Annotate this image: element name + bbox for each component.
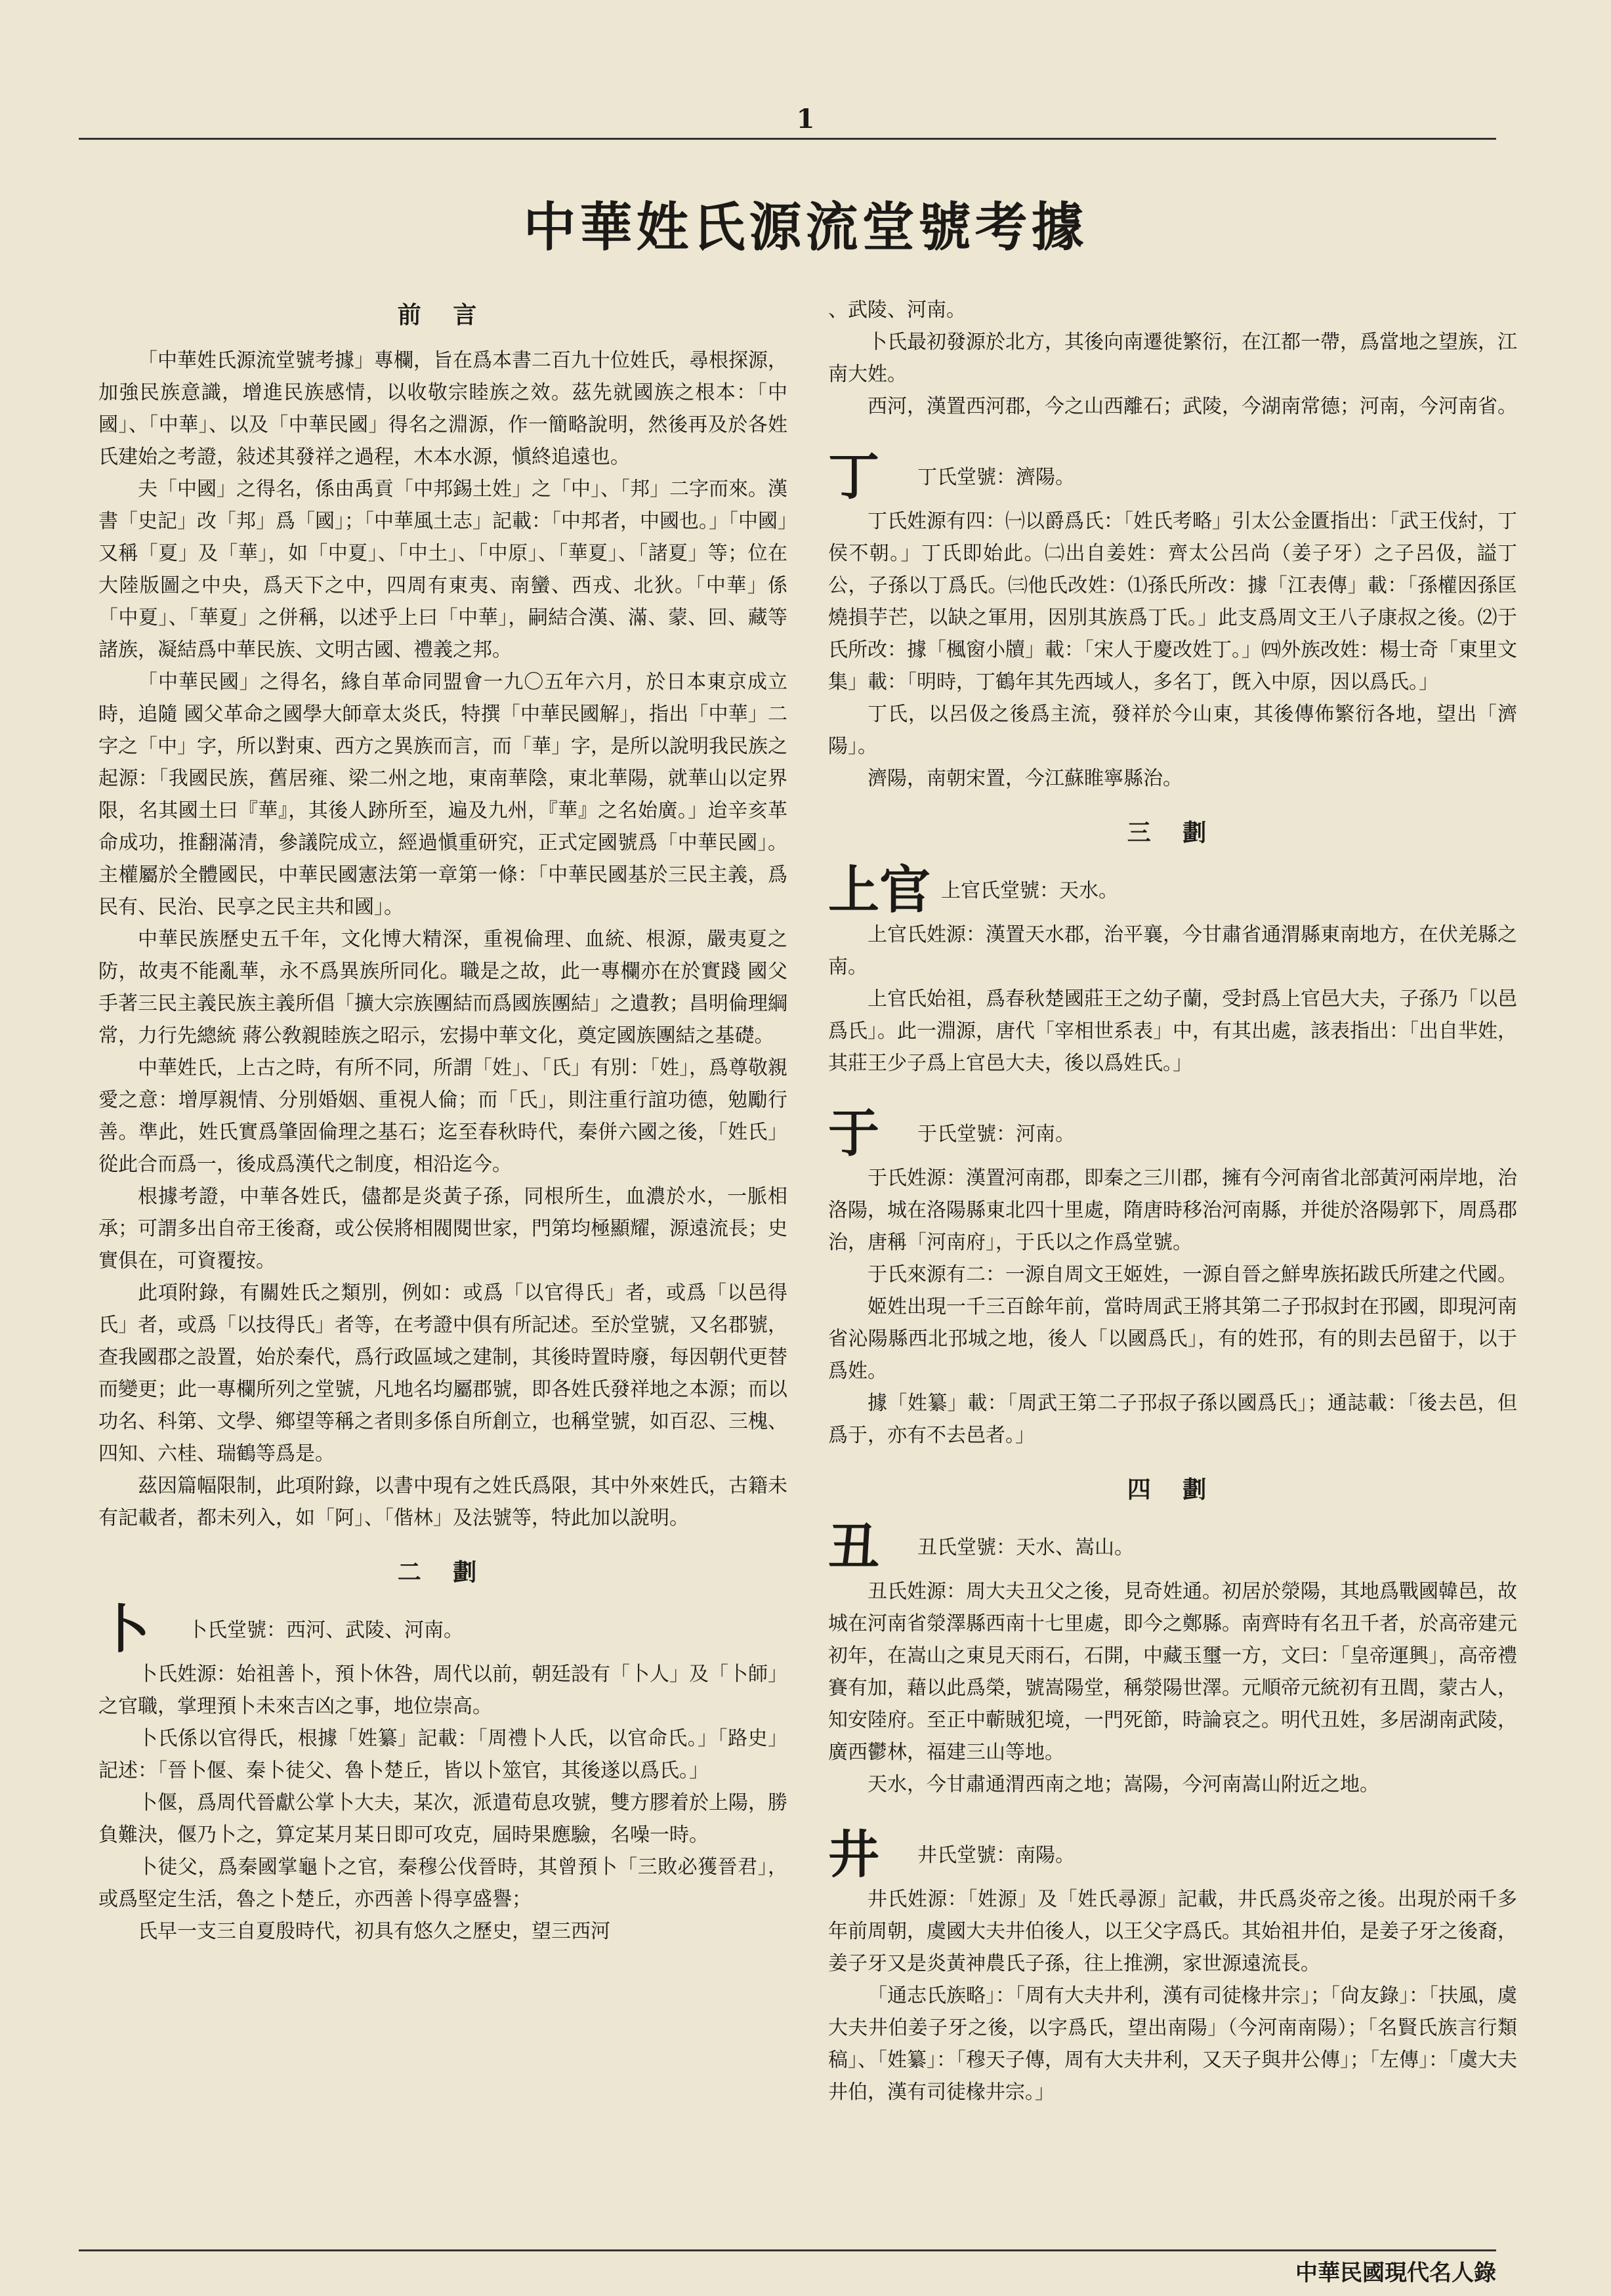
footer-book-title: 中華民國現代名人錄: [1295, 2260, 1496, 2286]
surname-heading: 卜: [98, 1600, 150, 1659]
surname-entry-ding: [828, 449, 1517, 795]
preface-paragraph: 夫「中國」之得名，係由禹貢「中邦錫土姓」之「中」、「邦」二字而來。漢書「史記」改「邦」爲「國」；「中華風土志」記載：「中邦者，中國也。」「中國」又稱「夏」及「華」，如「中夏」、「中土」、「中原」、「華夏」、「諸夏」等；位在大陸版圖之中央，爲天下之中，四周有東夷、南蠻、西戎、北狄。「中華」係「中夏」、「華夏」之併稱，以述乎上曰「中華」，嗣結合漢、滿、蒙、回、藏等諸族，凝結爲中華民族、文明古國、禮義之邦。: [98, 478, 787, 661]
surname-entry-bu: [98, 1602, 787, 1948]
preface-paragraph: 「中華姓氏源流堂號考據」專欄，旨在爲本書二百九十位姓氏，尋根探源，加強民族意識，增進民族感情，以收敬宗睦族之效。茲先就國族之根本：「中國」、「中華」、以及「中華民國」得名之淵源，作一簡略說明，然後再及於各姓氏建始之考證，敍述其發祥之過程，木本水源，愼終追遠也。: [98, 349, 787, 469]
tang-hao: 井氏堂號：南陽。: [917, 1843, 1075, 1867]
surname-heading: 丑: [828, 1517, 880, 1577]
entry-paragraph: 氏早一支三自夏殷時代，初具有悠久之歷史，望三西河: [138, 1920, 610, 1943]
surname-entry-yu: [828, 1106, 1517, 1451]
entry-paragraph: 、武陵、河南。: [828, 299, 966, 322]
entry-paragraph: 「通志氏族略」：「周有大夫井利，漢有司徒椽井宗」；「尙友錄」：「扶風，虞大夫井伯姜子牙之後，以字爲氏，望出南陽」（今河南南陽）；「名賢氏族言行類稿」、「姓纂」：「穆天子傳，周有大夫井利，又天子與井公傳」；「左傳」：「虞大夫井伯，漢有司徒椽井宗。」: [828, 1984, 1517, 2104]
left-column: [98, 299, 787, 1948]
preface-paragraph: 「中華民國」之得名，緣自革命同盟會一九〇五年六月，於日本東京成立時，追隨 國父革命之國學大師章太炎氏，特撰「中華民國解」，指出「中華」二字之「中」字，所以對東、西方之異族而言，而「華」字，是所以說明我民族之起源：「我國民族，舊居雍、梁二州之地，東南華陰，東北華陽，就華山以定界限，名其國土曰『華』，其後人跡所至，遍及九州，『華』之名始廣。」迨辛亥革命成功，推翻滿清，參議院成立，經過愼重研究，正式定國號爲「中華民國」。主權屬於全體國民，中華民國憲法第一章第一條：「中華民國基於三民主義，爲民有、民治、民享之民主共和國」。: [98, 671, 787, 919]
entry-paragraph: 據「姓纂」載：「周武王第二子邘叔子孫以國爲氏」；通誌載：「後去邑，但爲于，亦有不去邑者。」: [828, 1392, 1517, 1447]
surname-heading: 于: [828, 1104, 880, 1163]
surname-entry-jing: [828, 1827, 1517, 2108]
surname-origin: 井氏姓源：「姓源」及「姓氏尋源」記載，井氏爲炎帝之後。出現於兩千多年前周朝，虞國大夫井伯後人，以王父字爲氏。其始祖井伯，是姜子牙之後裔，姜子牙又是炎黃神農氏子孫，往上推溯，家世源遠流長。: [828, 1888, 1517, 1975]
entry-paragraph: 卜徒父，爲秦國掌龜卜之官，秦穆公伐晉時，其曾預卜「三敗必獲晉君」，或爲堅定生活，魯之卜楚丘，亦西善卜得享盛譽；: [98, 1856, 787, 1911]
surname-heading: 丁: [828, 447, 880, 507]
entry-paragraph: 姬姓出現一千三百餘年前，當時周武王將其第二子邘叔封在邘國，即現河南省沁陽縣西北邘城之地，後人「以國爲氏」，有的姓邘，有的則去邑留于，以于爲姓。: [828, 1295, 1517, 1383]
entry-paragraph: 于氏來源有二：一源自周文王姬姓，一源自晉之鮮卑族拓跋氏所建之代國。: [868, 1263, 1517, 1286]
header-rule: [79, 138, 1496, 140]
section-heading-four-strokes: 四 劃: [1127, 1476, 1219, 1503]
tang-hao: 卜氏堂號：西河、武陵、河南。: [188, 1618, 463, 1642]
footer-rule: [79, 2249, 1496, 2251]
preface-heading: 前 言: [397, 301, 489, 329]
entry-paragraph: 卜氏最初發源於北方，其後向南遷徙繁衍，在江都一帶，爲當地之望族，江南大姓。: [828, 331, 1517, 386]
surname-entry-chou: [828, 1519, 1517, 1801]
surname-origin: 卜氏姓源：始祖善卜，預卜休咎，周代以前，朝廷設有「卜人」及「卜師」之官職，掌理預卜未來吉凶之事，地位崇高。: [98, 1663, 787, 1718]
page-number: 1: [796, 104, 815, 135]
entry-paragraph: 卜偃，爲周代晉獻公掌卜大夫，某次，派遣荀息攻號，雙方膠着於上陽，勝負難決，偃乃卜之，算定某月某日即可攻克，屆時果應驗，名噪一時。: [98, 1791, 787, 1847]
right-column: [828, 294, 1517, 2108]
preface-paragraph: 中華姓氏，上古之時，有所不同，所謂「姓」、「氏」有別：「姓」，爲尊敬親愛之意：增厚親情、分別婚姻、重視人倫；而「氏」，則注重行誼功德，勉勵行善。準此，姓氏實爲肇固倫理之基石；迄至春秋時代，秦併六國之後，「姓氏」從此合而爲一，後成爲漢代之制度，相沿迄今。: [98, 1056, 787, 1176]
tang-hao: 丁氏堂號：濟陽。: [917, 465, 1075, 489]
preface-paragraph: 根據考證，中華各姓氏，儘都是炎黃子孫，同根所生，血濃於水，一脈相承；可謂多出自帝王後裔，或公侯將相閥閱世家，門第均極顯耀，源遠流長；史實俱在，可資覆按。: [98, 1185, 787, 1272]
surname-entry-shangguan: [828, 862, 1517, 1079]
entry-paragraph: 卜氏係以官得氏，根據「姓纂」記載：「周禮卜人氏，以官命氏。」「路史」記述：「晉卜偃、秦卜徒父、魯卜楚丘，皆以卜筮官，其後遂以爲氏。」: [98, 1727, 787, 1782]
entry-paragraph: 天水，今甘肅通渭西南之地；嵩陽，今河南嵩山附近之地。: [868, 1773, 1379, 1796]
surname-origin: 上官氏姓源：漢置天水郡，治平襄，今甘肅省通渭縣東南地方，在伏羌縣之南。: [828, 923, 1517, 978]
preface-paragraph: 茲因篇幅限制，此項附錄，以書中現有之姓氏爲限，其中外來姓氏，古籍未有記載者，都未列入，如「阿」、「偕林」及法號等，特此加以說明。: [98, 1474, 787, 1530]
entry-paragraph: 丁氏，以呂伋之後爲主流，發祥於今山東，其後傳佈繁衍各地，望出「濟陽」。: [828, 703, 1517, 758]
surname-heading: 上官: [828, 860, 931, 920]
surname-origin: 于氏姓源：漢置河南郡，即秦之三川郡，擁有今河南省北部黃河兩岸地，治洛陽，城在洛陽縣東北四十里處，隋唐時移治河南縣，并徙於洛陽郭下，周爲郡治，唐稱「河南府」，于氏以之作爲堂號。: [828, 1167, 1517, 1254]
entry-paragraph: 上官氏始祖，爲春秋楚國莊王之幼子蘭，受封爲上官邑大夫，子孫乃「以邑爲氏」。此一淵源，唐代「宰相世系表」中，有其出處，該表指出：「出自芈姓，其莊王少子爲上官邑大夫，後以爲姓氏。」: [828, 988, 1517, 1075]
surname-heading: 井: [828, 1825, 880, 1885]
tang-hao: 上官氏堂號：天水。: [941, 879, 1119, 902]
tang-hao: 于氏堂號：河南。: [917, 1122, 1075, 1146]
entry-paragraph: 西河，漢置西河郡，今之山西離石；武陵，今湖南常德；河南，今河南省。: [868, 395, 1517, 418]
preface-paragraph: 中華民族歷史五千年，文化博大精深，重視倫理、血統、根源，嚴夷夏之防，故夷不能亂華，永不爲異族所同化。職是之故，此一專欄亦在於實踐 國父手著三民主義民族主義所倡「擴大宗族團結而爲國族團結」之遺教；昌明倫理綱常，力行先總統 蔣公敎親睦族之昭示，宏揚中華文化，奠定國族團結之基礎。: [98, 928, 787, 1047]
section-heading-three-strokes: 三 劃: [1127, 819, 1219, 846]
section-heading-two-strokes: 二 劃: [397, 1558, 489, 1586]
surname-origin: 丁氏姓源有四：㈠以爵爲氏：「姓氏考略」引太公金匱指出：「武王伐紂，丁侯不朝。」丁氏即始此。㈡出自姜姓：齊太公呂尚（姜子牙）之子呂伋，謚丁公，子孫以丁爲氏。㈢他氏改姓：⑴孫氏所改：據「江表傳」載：「孫權因孫匡燒損芋芒，以缺之軍用，因別其族爲丁氏。」此支爲周文王八子康叔之後。⑵于氏所改：據「楓窗小牘」載：「宋人于慶改姓丁。」㈣外族改姓：楊士奇「東里文集」載：「明時，丁鶴年其先西域人，多名丁，旣入中原，因以爲氏。」: [828, 510, 1517, 694]
page-title: 中華姓氏源流堂號考據: [523, 196, 1088, 258]
surname-origin: 丑氏姓源：周大夫丑父之後，見奇姓通。初居於滎陽，其地爲戰國韓邑，故城在河南省滎澤縣西南十七里處，即今之鄭縣。南齊時有名丑千者，於高帝建元初年，在嵩山之東見天雨石，石開，中藏玉璽一方，文曰：「皇帝運興」，高帝禮賽有加，藉以此爲榮，號嵩陽堂，稱滎陽世澤。元順帝元統初有丑閭，蒙古人，知安陸府。至正中蘄賊犯境，一門死節，時論哀之。明代丑姓，多居湖南武陵，廣西鬱林，福建三山等地。: [828, 1580, 1517, 1764]
entry-paragraph: 濟陽，南朝宋置，今江蘇睢寧縣治。: [868, 767, 1182, 790]
preface-paragraph: 此項附錄，有關姓氏之類別，例如：或爲「以官得氏」者，或爲「以邑得氏」者，或爲「以技得氏」者等，在考證中俱有所記述。至於堂號，又名郡號，查我國郡之設置，始於秦代，爲行政區域之建制，其後時置時廢，每因朝代更替而變更；此一專欄所列之堂號，凡地名均屬郡號，即各姓氏發祥地之本源；而以功名、科第、文學、鄉望等稱之者則多係自所創立，也稱堂號，如百忍、三槐、四知、六桂、瑞鶴等爲是。: [98, 1282, 787, 1465]
tang-hao: 丑氏堂號：天水、嵩山。: [917, 1535, 1134, 1559]
